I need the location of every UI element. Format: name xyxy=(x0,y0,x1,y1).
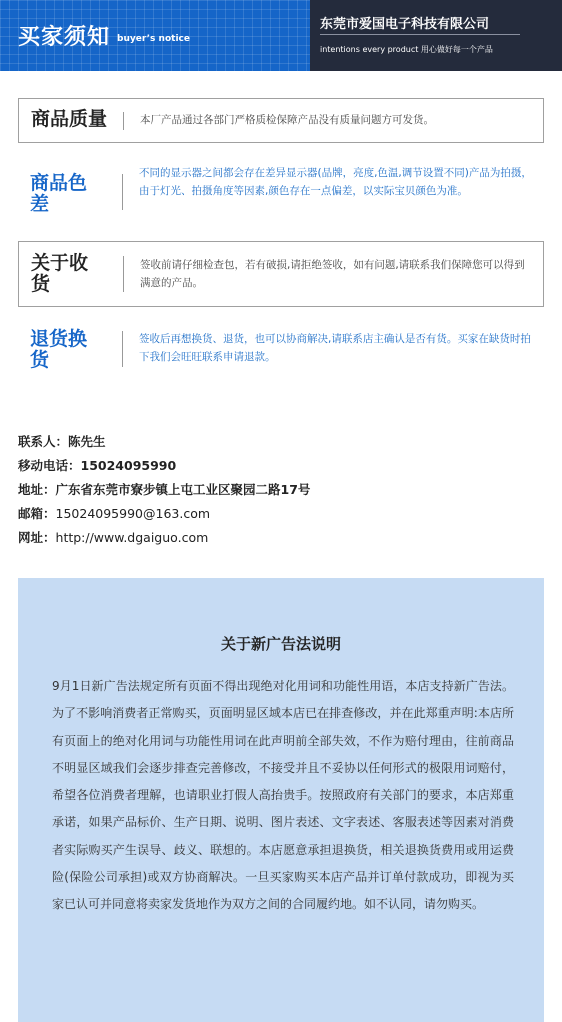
company-divider xyxy=(320,34,520,35)
notice-text: 签收后再想换货、退货，也可以协商解决,请联系店主确认是否有货。买家在缺货时拍下我们会旺旺联系申请退款。 xyxy=(139,333,531,363)
company-slogan: intentions every product 用心做好每一个产品 xyxy=(320,45,493,54)
contact-person-value: 陈先生 xyxy=(68,434,106,449)
notice-divider xyxy=(122,331,123,367)
contact-address-label: 地址： xyxy=(18,482,56,497)
contact-phone-value: 15024095990 xyxy=(80,458,177,473)
contact-email-value: 15024095990@163.com xyxy=(55,506,211,521)
notice-label: 商品质量 xyxy=(31,108,108,130)
notice-divider xyxy=(122,174,123,210)
company-name: 东莞市爱国电子科技有限公司 xyxy=(320,17,490,32)
contact-address xyxy=(18,478,538,502)
contact-email xyxy=(18,502,538,526)
contact-person xyxy=(18,430,538,454)
company-block xyxy=(310,0,562,71)
ad-law-body: 9月1日新广告法规定所有页面不得出现绝对化用词和功能性用语，本店支持新广告法。为了不影响消费者正常购买，页面明显区域本店已在排查修改，并在此郑重声明:本店所有页面上的绝对化用词与功能性用词在此声明前全部失效，不作为赔付理由，往前商品不明显区域我们会逐步排查完善修改，不接受并且不妥协以任何形式的极限用词赔付，希望各位消费者理解，也请职业打假人高抬贵手。按照政府有关部门的要求，本店郑重承诺，如果产品标价、生产日期、说明、图片表述、文字表述、客服表述等因素对消费者实际购买产生误导、歧义、联想的。本店愿意承担退换货，相关退换货费用或用运费险(保险公司承担)或双方协商解决。一旦买家购买本店产品并订单付款成功，即视为买家已认可并同意将卖家发货地作为双方之间的合同履约地。如不认同，请勿购买。 xyxy=(52,679,514,912)
header-banner xyxy=(0,0,310,71)
notice-label-line1: 关于收 xyxy=(31,252,89,274)
contact-info xyxy=(18,430,538,550)
notice-label-line1: 商品色 xyxy=(30,172,88,194)
notice-label-line2: 货 xyxy=(30,349,50,371)
ad-law-panel xyxy=(18,578,544,1022)
notice-label-line1: 退货换 xyxy=(30,328,88,350)
notice-label xyxy=(30,329,87,371)
contact-website xyxy=(18,526,538,550)
notice-label-line2: 货 xyxy=(31,273,51,295)
contact-phone xyxy=(18,454,538,478)
contact-website-label: 网址： xyxy=(18,530,56,545)
notice-text: 签收前请仔细检查包，若有破损,请拒绝签收，如有问题,请联系我们保障您可以得到满意的产品。 xyxy=(140,259,525,289)
contact-website-link[interactable]: http://www.dgaiguo.com xyxy=(55,530,209,545)
notice-text: 本厂产品通过各部门严格质检保障产品没有质量问题方可发货。 xyxy=(140,114,434,126)
contact-phone-label: 移动电话： xyxy=(18,458,81,473)
notice-returns xyxy=(18,322,544,382)
contact-email-label: 邮箱： xyxy=(18,506,56,521)
notice-divider xyxy=(123,112,124,130)
contact-person-label: 联系人： xyxy=(18,434,69,449)
page-title: 买家须知 xyxy=(18,25,111,50)
notice-text: 不同的显示器之间都会存在差异显示器(品牌，亮度,色温,调节设置不同)产品为拍摄，由于灯光、拍摄角度等因素,颜色存在一点偏差，以实际宝贝颜色为准。 xyxy=(139,167,532,197)
ad-law-title: 关于新广告法说明 xyxy=(220,635,341,653)
notice-label xyxy=(31,253,88,295)
page-subtitle: buyer’s notice xyxy=(117,34,190,44)
notice-color-difference xyxy=(18,160,544,225)
notice-divider xyxy=(123,256,124,292)
contact-address-value: 广东省东莞市寮步镇上屯工业区聚园二路17号 xyxy=(55,482,311,497)
notice-quality xyxy=(18,98,544,143)
page-header xyxy=(0,0,562,71)
notice-receiving xyxy=(18,241,544,307)
notice-label-line2: 差 xyxy=(30,193,50,215)
notice-label xyxy=(30,173,87,215)
